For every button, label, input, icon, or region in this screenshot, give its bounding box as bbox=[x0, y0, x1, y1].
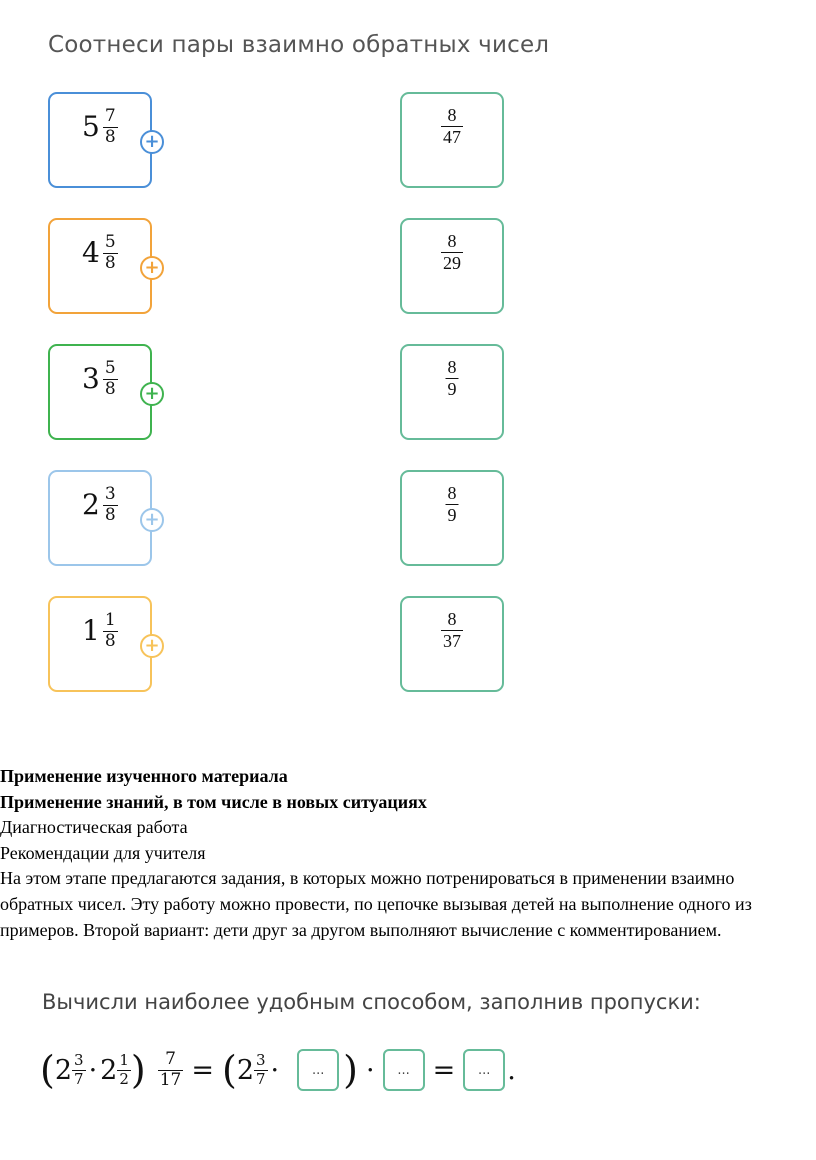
calculation-expression bbox=[40, 1042, 516, 1098]
right-card-4[interactable] bbox=[400, 470, 504, 566]
denominator: 8 bbox=[104, 252, 116, 273]
mixed-number bbox=[82, 486, 118, 525]
left-card-2[interactable] bbox=[48, 218, 152, 314]
fraction-part bbox=[103, 108, 118, 147]
connect-plus-icon[interactable]: + bbox=[140, 256, 164, 280]
numerator: 3 bbox=[74, 1050, 84, 1069]
right-card-2[interactable] bbox=[400, 218, 504, 314]
numerator: 8 bbox=[447, 483, 457, 503]
denominator: 8 bbox=[104, 126, 116, 147]
fraction-part bbox=[103, 612, 118, 651]
connect-plus-icon[interactable]: + bbox=[140, 508, 164, 532]
numerator: 1 bbox=[119, 1050, 129, 1069]
mixed-number bbox=[82, 234, 118, 273]
heading-new-situations: Применение знаний, в том числе в новых ситуациях bbox=[0, 791, 427, 812]
fraction-a bbox=[72, 1050, 86, 1088]
recommendation-paragraph: На этом этапе предлагаются задания, в которых можно потренироваться в применении взаимно обратных чисел. Эту работу можно провести, по цепочке вызывая детей на выполнение одного из примеров. Второй вариант: дети друг за другом выполняют вычисление с комментированием. bbox=[0, 868, 752, 940]
right-card-1[interactable] bbox=[400, 92, 504, 188]
open-paren-1: ( bbox=[40, 1048, 55, 1092]
denominator: 29 bbox=[443, 252, 461, 273]
denominator: 2 bbox=[119, 1069, 129, 1088]
fraction-part bbox=[103, 234, 118, 273]
task1-title: Соотнеси пары взаимно обратных чисел bbox=[48, 32, 550, 58]
whole-part: 4 bbox=[82, 236, 100, 270]
teacher-recommendations-label: Рекомендации для учителя bbox=[0, 842, 206, 863]
whole-part: 2 bbox=[82, 488, 100, 522]
denominator: 8 bbox=[104, 378, 116, 399]
numerator: 3 bbox=[104, 484, 116, 504]
left-card-4[interactable] bbox=[48, 470, 152, 566]
teacher-notes bbox=[0, 764, 800, 943]
dot-operator: · bbox=[365, 1054, 375, 1086]
mixed-number bbox=[82, 360, 118, 399]
fraction-c bbox=[158, 1048, 184, 1090]
left-card-5[interactable] bbox=[48, 596, 152, 692]
task2-title: Вычисли наиболее удобным способом, заполнив пропуски: bbox=[42, 990, 701, 1014]
equals-sign: = bbox=[432, 1054, 456, 1086]
close-paren-1: ) bbox=[130, 1048, 146, 1092]
connect-plus-icon[interactable]: + bbox=[140, 634, 164, 658]
fraction bbox=[446, 358, 459, 399]
numerator: 5 bbox=[104, 358, 116, 378]
connect-plus-icon[interactable]: + bbox=[140, 130, 164, 154]
fraction-b bbox=[117, 1050, 131, 1088]
connect-plus-icon[interactable]: + bbox=[140, 382, 164, 406]
mixed-number bbox=[82, 612, 118, 651]
numerator: 8 bbox=[447, 231, 457, 251]
fraction-a-repeat bbox=[254, 1050, 268, 1088]
denominator: 8 bbox=[104, 504, 116, 525]
numerator: 5 bbox=[104, 232, 116, 252]
denominator: 9 bbox=[447, 378, 457, 399]
mixed-number bbox=[82, 108, 118, 147]
left-card-3[interactable] bbox=[48, 344, 152, 440]
answer-blank-1[interactable]: ... bbox=[297, 1049, 339, 1091]
dot-operator: · bbox=[88, 1054, 98, 1086]
fraction-part bbox=[103, 360, 118, 399]
answer-blank-3[interactable]: ... bbox=[463, 1049, 505, 1091]
whole-part: 3 bbox=[82, 362, 100, 396]
period: . bbox=[507, 1054, 516, 1086]
numerator: 8 bbox=[447, 609, 457, 629]
whole-a: 2 bbox=[54, 1054, 73, 1086]
numerator: 7 bbox=[104, 106, 116, 126]
equals-sign: = bbox=[191, 1054, 214, 1086]
right-card-3[interactable] bbox=[400, 344, 504, 440]
open-paren-2: ( bbox=[221, 1048, 237, 1092]
denominator: 7 bbox=[256, 1069, 266, 1088]
left-card-1[interactable] bbox=[48, 92, 152, 188]
whole-a-repeat: 2 bbox=[236, 1054, 254, 1086]
dot-operator: · bbox=[270, 1054, 280, 1086]
fraction bbox=[441, 610, 463, 651]
whole-part: 5 bbox=[82, 110, 100, 144]
denominator: 17 bbox=[159, 1069, 182, 1090]
denominator: 37 bbox=[443, 630, 461, 651]
numerator: 8 bbox=[447, 105, 457, 125]
whole-b: 2 bbox=[100, 1054, 118, 1086]
denominator: 9 bbox=[447, 504, 457, 525]
fraction bbox=[441, 232, 463, 273]
denominator: 8 bbox=[104, 630, 116, 651]
denominator: 7 bbox=[74, 1069, 84, 1088]
denominator: 47 bbox=[443, 126, 461, 147]
heading-application: Применение изученного материала bbox=[0, 766, 288, 786]
answer-blank-2[interactable]: ... bbox=[383, 1049, 425, 1091]
fraction bbox=[441, 106, 463, 147]
fraction-part bbox=[103, 486, 118, 525]
close-paren-2: ) bbox=[343, 1048, 358, 1092]
numerator: 7 bbox=[165, 1048, 176, 1069]
whole-part: 1 bbox=[82, 614, 100, 648]
numerator: 3 bbox=[256, 1050, 266, 1069]
diagnostic-work-label: Диагностическая работа bbox=[0, 817, 188, 838]
numerator: 1 bbox=[104, 610, 116, 630]
fraction bbox=[446, 484, 459, 525]
numerator: 8 bbox=[447, 357, 457, 377]
right-card-5[interactable] bbox=[400, 596, 504, 692]
